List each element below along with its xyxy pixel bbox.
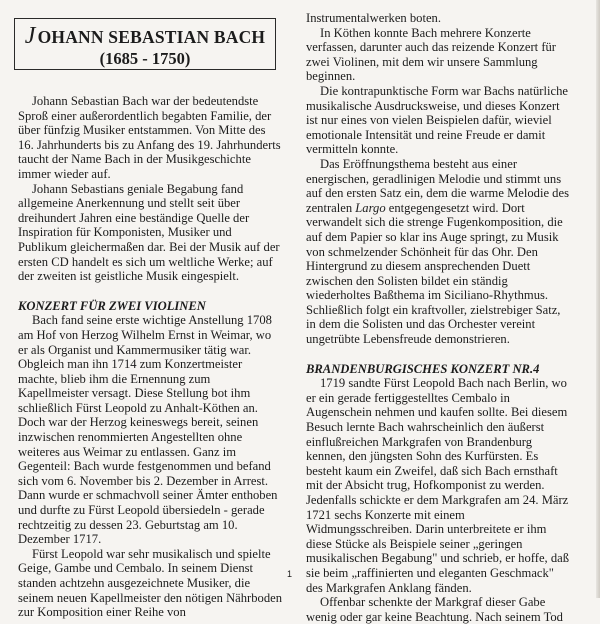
text-line: er als Organist und Kammermusiker tätig war. — [18, 342, 252, 357]
text-line: machte, blieb ihm die Ernennung zum — [18, 371, 211, 386]
text-line: und durfte zu Fürst Leopold übersiedeln - gerade — [18, 503, 265, 518]
text-line: verfassen, darunter auch das reizende Konzert für — [306, 40, 556, 55]
text-line: wiederholtes Baßthema im Siciliano-Rhythmus. — [306, 288, 549, 303]
title-rest: OHANN SEBASTIAN BACH — [37, 27, 266, 47]
text-line: zwei Violinen, mit dem wir unsere Sammlung — [306, 54, 538, 69]
text-line: rechtzeitig zu dessen 23. Geburtstag am 10. — [18, 517, 238, 532]
text-line: er ein gerade fertiggestelltes Cembalo in — [306, 390, 510, 405]
text-line: vermitteln konnte. — [306, 142, 399, 157]
text-line: 16. Jahrhunderts bis zu Anfang des 19. Jahrhunderts — [18, 137, 281, 152]
text-line: Dann wurde er schmachvoll seiner Ämter enthoben — [18, 488, 278, 503]
p3-rest — [306, 215, 582, 346]
text-line: seinem neuen Kapellmeister den nötigen Nährboden — [18, 590, 283, 605]
text-line: Offenbar schenkte der Markgraf dieser Gabe — [320, 595, 546, 610]
text-line: Bach fand seine erste wichtige Anstellung 1708 — [32, 313, 272, 328]
text-line: In Köthen konnte Bach mehrere Konzerte — [320, 25, 531, 40]
text-line: beginnen. — [306, 69, 356, 84]
text-line: ungetrübte Lebensfreude demonstrieren. — [306, 332, 510, 347]
text-line: ist nur eines von vielen Beispielen dafür, wieviel — [306, 113, 552, 128]
composer-years: (1685 - 1750) — [99, 49, 191, 68]
brandenburg-paragraph-1 — [306, 376, 582, 595]
text-line: musikalische Ausdrucksweise, und dieses Konzert — [306, 98, 560, 113]
title-initial: J — [24, 23, 36, 49]
text-line: Die kontrapunktische Form war Bachs natürliche — [320, 83, 568, 98]
text-line: musikalischen Begabung" und schrieb, er hoffe, daß — [306, 551, 570, 566]
intro-paragraph-1 — [18, 94, 286, 182]
text-line: weiteres aus Weimar zu entlassen. Ganz im — [18, 444, 237, 459]
right-paragraph-3: Das Eröffnungsthema besteht aus einer energischen, geradlinigen Melodie und stimmt uns auf den ersten Satz ein, dem die warme Melodie des zentralen Largo entgegengesetzt wird. Dort verwandelt sich die strenge Fugenkomposition, die auf dem Papier so klar ins Auge springt, zu Musik von schmelzender Schönheit für das Ohr. Den Hintergrund zu diesem ansprechenden Duett zwischen den Solisten bildet ein ständig wiederholtes Baßthema im Siciliano-Rhythmus. Schließlich folgt ein kraftvoller, zielstrebiger Satz, in dem die Solisten und das Orchester vereint ungetrübte Lebensfreude demonstrieren. — [306, 157, 582, 347]
text-line: auf den ersten Satz ein, dem die warme Melodie des — [306, 186, 569, 201]
section-heading-brandenburg: BRANDENBURGISCHES KONZERT NR.4 — [306, 361, 540, 376]
text-line: Doch war der Herzog keineswegs bereit, seinen — [18, 415, 259, 430]
section-heading-violins: KONZERT FÜR ZWEI VIOLINEN — [18, 298, 206, 313]
text-line: der zweiten ist geistliche Musik eingespielt. — [18, 269, 240, 284]
largo-term: Largo — [355, 200, 386, 215]
text-line: 1719 sandte Fürst Leopold Bach nach Berlin, wo — [320, 376, 567, 391]
title-box — [14, 18, 276, 70]
brandenburg-paragraph-2 — [306, 595, 582, 624]
text-line: Obgleich man ihn 1714 zum Konzertmeister — [18, 357, 243, 372]
violins-paragraph-1 — [18, 313, 286, 547]
text-line: wenig oder gar keine Beachtung. Nach seinem Tod — [306, 609, 563, 624]
text-line: verwandelt sich die strenge Fugenkomposition, die — [306, 215, 563, 230]
text-line: Publikum gleichermaßen dar. Bei der Musik auf der — [18, 239, 280, 254]
text-line: des Markgrafen Anklang fänden. — [306, 580, 472, 595]
text-line: Augenschein nehmen und kaufen sollte. Bei diesem — [306, 405, 568, 420]
left-column — [18, 94, 286, 620]
text-line: einflußreichen Markgrafen von Brandenburg — [306, 434, 533, 449]
text-line: Inspiration für Komponisten, Musiker und — [18, 225, 232, 240]
text-line: ersten CD handelt es sich um weltliche Werke; auf — [18, 254, 273, 269]
text-line: Gegenteil: Bach wurde festgenommen und befand — [18, 459, 271, 474]
text-line: am Hof von Herzog Wilhelm Ernst in Weimar, wo — [18, 327, 272, 342]
text-line: Widmungsschreiben. Darin unterbreitete er ihm — [306, 522, 547, 537]
text-line: Geige, Gambe und Cembalo. In seinem Dienst — [18, 561, 254, 576]
text-line: von schmelzender Schönheit für das Ohr. Den — [306, 244, 538, 259]
text-line: allgemeine Anerkennung und stellt seit über — [18, 196, 241, 211]
text-line: kennen, den jüngsten Sohn des Kurfürsten. Es — [306, 449, 539, 464]
page-number: 1 — [287, 569, 293, 579]
text-line: emotionale Intensität und reine Freude er damit — [306, 127, 546, 142]
violins-paragraph-2 — [18, 547, 286, 620]
text-line: Dezember 1717. — [18, 532, 102, 547]
text-line: Hintergrund zu diesem ansprechenden Duett — [306, 259, 531, 274]
text-line: besteht kaum ein Zweifel, daß sich Bach ernsthaft — [306, 463, 558, 478]
text-line: Jedenfalls schickte er dem Markgrafen am 24. März — [306, 493, 569, 507]
text-line: inzwischen renommierten Angestellten ohne — [18, 430, 243, 445]
text-line: Sproß einer außerordentlich begabten Familie, der — [18, 108, 272, 123]
right-column — [306, 11, 582, 624]
text-line: Johann Sebastian Bach war der bedeutendste — [32, 94, 259, 108]
text-line: Kapellmeister versagt. Diese Stellung bot ihm — [18, 386, 251, 401]
text-line: mit der Absicht trug, Hofkomponist zu werden. — [306, 478, 545, 493]
text-line: sie beim „raffinierten und eleganten Geschmack" — [306, 565, 554, 580]
text-line: diese Stücke als Beispiele seiner „geringen — [306, 536, 523, 551]
text-line: auf dem Papier so klar ins Auge springt, zu Musik — [306, 229, 559, 244]
text-line: Fürst Leopold war sehr musikalisch und spielte — [32, 546, 271, 561]
text-line: über fünfzig Musiker entstammen. Von Mitte des — [18, 123, 266, 138]
text-line: zur Komposition einer Reihe von — [18, 605, 186, 620]
composer-name — [15, 23, 275, 50]
page-edge — [596, 0, 600, 598]
text-line: taucht der Name Bach in der Musikgeschichte — [18, 152, 251, 167]
intro-paragraph-2 — [18, 182, 286, 284]
text-line: energischen, geradlinigen Melodie und stimmt uns — [306, 171, 562, 186]
text-line: immer wieder auf. — [18, 166, 111, 181]
continued-line: Instrumentalwerken boten. — [306, 11, 441, 25]
text-line: 1721 sechs Konzerte mit einem — [306, 507, 465, 522]
text-line: Besuch lernte Bach wahrscheinlich den äußerst — [306, 420, 545, 435]
text-line: Schließlich folgt ein kraftvoller, zielstrebiger Satz, — [306, 302, 561, 317]
text-line: Das Eröffnungsthema besteht aus einer — [320, 156, 518, 171]
p3-start — [306, 157, 582, 201]
text-line: in dem die Solisten und das Orchester vereint — [306, 317, 536, 332]
text-line: standen achtzehn ausgezeichnete Musiker, die — [18, 576, 251, 590]
text-line: schließlich Fürst Leopold zu Anhalt-Köthen an. — [18, 400, 258, 415]
text-line: zwischen den Solisten bildet ein ständig — [306, 273, 508, 288]
text-line: dreihundert Jahren eine beständige Quelle der — [18, 210, 250, 225]
text-line: Johann Sebastians geniale Begabung fand — [32, 181, 244, 196]
right-paragraph-1 — [306, 26, 582, 84]
text-line: sich vom 6. November bis 2. Dezember in Arrest. — [18, 473, 269, 488]
right-paragraph-2 — [306, 84, 582, 157]
